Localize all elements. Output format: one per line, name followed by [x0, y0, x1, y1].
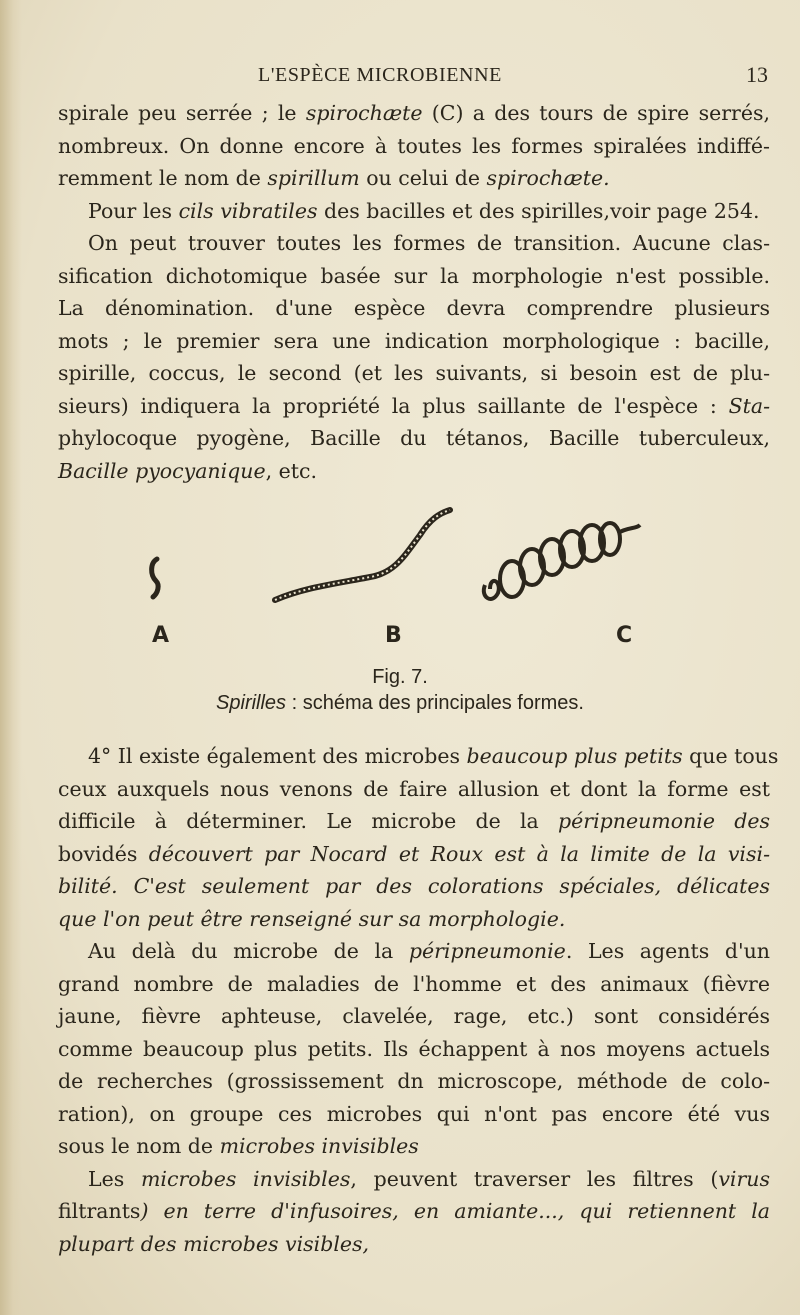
text-line: jaune, fièvre aphteuse, clavelée, rage, etc.) sont considérés — [58, 1004, 770, 1028]
text-line: La dénomination. d'une espèce devra comprendre plusieurs — [58, 296, 770, 320]
page-number: 13 — [746, 62, 768, 87]
text-line: phylocoque pyogène, Bacille du tétanos, Bacille tuberculeux, — [58, 426, 770, 450]
figure-caption — [0, 692, 800, 715]
text-line: grand nombre de maladies de l'homme et des animaux (fièvre — [58, 971, 770, 996]
text-line: sification dichotomique basée sur la morphologie n'est possible. — [58, 263, 770, 288]
text-line: spirale peu serrée ; le spirochæte (C) a des tours de spire serrés, — [58, 101, 771, 125]
text-line: sieurs) indiquera la propriété la plus saillante de l'espèce : Sta- — [58, 393, 770, 418]
paragraph-spiral-forms — [58, 97, 770, 195]
text-line: difficile à déterminer. Le microbe de la péripneumonie des — [58, 809, 770, 833]
paragraph-small-microbes — [58, 740, 779, 935]
figure-label-b: B — [385, 623, 402, 648]
spirilles-diagram — [140, 505, 660, 625]
text-line: nombreux. On donne encore à toutes les formes spiralées indiffé- — [58, 133, 770, 158]
text-line: Pour les cils vibratiles des bacilles et des spirilles,voir page 254. — [88, 198, 760, 223]
text-line: bilité. C'est seulement par des colorations spéciales, délicates — [58, 874, 770, 898]
text-line: que l'on peut être renseigné sur sa morphologie. — [58, 906, 566, 931]
text-line: Au delà du microbe de la péripneumonie. Les agents d'un — [88, 939, 771, 963]
figure-caption-text: : schéma des principales formes. — [286, 692, 584, 714]
text-line: ceux auxquels nous venons de faire allusion et dont la forme est — [58, 776, 770, 801]
page-edge-stain — [0, 0, 22, 1315]
figure-number: Fig. 7. — [372, 666, 428, 688]
text-line: Les microbes invisibles, peuvent traverser les filtres (virus — [88, 1166, 770, 1191]
text-line: 4° Il existe également des microbes beaucoup plus petits que tous — [88, 744, 779, 768]
spirille-c-shape — [484, 523, 640, 599]
text-line: spirille, coccus, le second (et les suivants, si besoin est de plu- — [58, 361, 770, 385]
spirilles-figure — [140, 505, 660, 655]
running-title: L'ESPÈCE MICROBIENNE — [258, 64, 502, 86]
text-line: remment le nom de spirillum ou celui de spirochæte. — [58, 166, 610, 190]
text-line: bovidés découvert par Nocard et Roux est à la limite de la visi- — [58, 841, 770, 866]
spirille-a-shape — [152, 559, 159, 597]
paragraph-filtering-viruses — [58, 1163, 770, 1261]
text-line: Bacille pyocyanique, etc. — [58, 458, 318, 483]
paragraph-cils-vibratiles — [58, 195, 770, 228]
text-line: de recherches (grossissement dn microscope, méthode de colo- — [58, 1069, 770, 1093]
text-line: sous le nom de microbes invisibles — [58, 1134, 419, 1158]
spirille-b-shape — [275, 510, 450, 600]
text-line: ration), on groupe ces microbes qui n'ont pas encore été vus — [58, 1101, 770, 1126]
figure-label-c: C — [616, 623, 633, 648]
paragraph-invisible-microbes — [58, 935, 770, 1163]
text-line: filtrants) en terre d'infusoires, en amiante..., qui retiennent la — [58, 1199, 770, 1223]
paragraph-classification — [58, 227, 770, 487]
text-line: plupart des microbes visibles, — [58, 1231, 370, 1256]
text-line: comme beaucoup plus petits. Ils échappent à nos moyens actuels — [58, 1036, 770, 1061]
page-header — [0, 60, 800, 90]
text-line: On peut trouver toutes les formes de transition. Aucune clas- — [88, 231, 770, 255]
figure-label-a: A — [152, 623, 170, 648]
text-line: mots ; le premier sera une indication morphologique : bacille, — [58, 328, 770, 353]
figure-caption-italic: Spirilles — [216, 692, 287, 714]
